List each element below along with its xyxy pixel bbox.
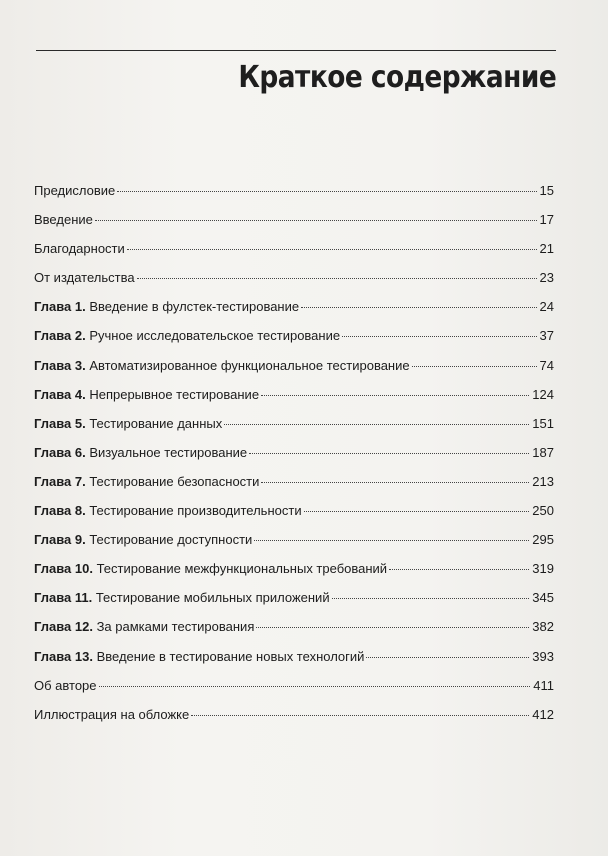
toc-page-number: 21 [539, 241, 554, 257]
toc-entry-label: Об авторе [34, 677, 97, 693]
toc-entry [34, 328, 554, 357]
toc-entry-title [34, 532, 252, 547]
toc-entry-title [34, 619, 254, 634]
toc-entry-title [34, 212, 93, 227]
toc-page-number: 17 [539, 212, 554, 228]
toc-entry [34, 387, 554, 416]
toc-page-number: 250 [532, 503, 554, 519]
toc-entry-label: Тестирование мобильных приложений [95, 590, 330, 606]
toc-entry [34, 241, 554, 270]
toc-entry-label: Тестирование безопасности [89, 473, 260, 489]
toc-entry [34, 299, 554, 328]
toc-dot-leader [389, 569, 529, 570]
toc-entry-title [34, 503, 302, 518]
toc-entry [34, 445, 554, 474]
toc-chapter-number: Глава 10. [34, 561, 97, 577]
toc-dot-leader [261, 482, 529, 483]
toc-chapter-number: Глава 12. [34, 619, 97, 635]
toc-entry-title [34, 416, 222, 431]
toc-entry-label: Тестирование производительности [89, 503, 302, 519]
toc-chapter-number: Глава 8. [34, 503, 90, 519]
toc-entry-label: Введение [34, 212, 93, 228]
toc-entry-label: Иллюстрация на обложке [34, 706, 190, 722]
toc-page-number: 187 [532, 444, 554, 460]
toc-entry [34, 678, 554, 707]
toc-page-number: 74 [539, 357, 554, 373]
toc-entry-label: Ручное исследовательское тестирование [89, 328, 341, 344]
toc-entry-label: Введение в фулстек-тестирование [89, 299, 300, 315]
toc-entry-label: За рамками тестирования [96, 619, 255, 635]
toc-chapter-number: Глава 3. [34, 357, 90, 373]
toc-dot-leader [254, 540, 529, 541]
toc-entry-title [34, 241, 125, 256]
toc-page-number: 412 [532, 706, 554, 722]
toc-entry-title [34, 387, 259, 402]
toc-chapter-number: Глава 4. [34, 386, 90, 402]
toc-entry-label: Благодарности [34, 241, 125, 257]
toc-page-number: 319 [532, 561, 554, 577]
toc-entry-title [34, 270, 135, 285]
toc-entry-label: Предисловие [34, 183, 116, 198]
toc-dot-leader [301, 307, 536, 308]
toc-dot-leader [412, 366, 537, 367]
toc-entry-title [34, 561, 387, 576]
toc-entry [34, 270, 554, 299]
toc-page-number: 151 [532, 415, 554, 431]
toc-page-number: 345 [532, 590, 554, 606]
toc-chapter-number: Глава 9. [34, 532, 90, 548]
toc-dot-leader [304, 511, 530, 512]
toc-dot-leader [95, 220, 537, 221]
toc-entry-title [34, 445, 247, 460]
toc-entry [34, 416, 554, 445]
toc-page-number: 24 [539, 299, 554, 315]
toc-entry-label: Тестирование доступности [89, 532, 253, 548]
toc-chapter-number: Глава 6. [34, 444, 90, 460]
toc-page-number: 124 [532, 386, 554, 402]
toc-dot-leader [366, 657, 529, 658]
toc-entry [34, 474, 554, 503]
toc-chapter-number: Глава 5. [34, 415, 90, 431]
table-of-contents [34, 183, 554, 736]
toc-page-number: 213 [532, 473, 554, 489]
toc-entry-title [34, 707, 189, 722]
toc-dot-leader [191, 715, 529, 716]
toc-chapter-number: Глава 13. [34, 648, 97, 664]
toc-dot-leader [137, 278, 537, 279]
toc-entry-label: От издательства [34, 270, 135, 286]
toc-entry-title [34, 590, 330, 605]
toc-entry [34, 561, 554, 590]
toc-dot-leader [99, 686, 531, 687]
toc-dot-leader [342, 336, 536, 337]
toc-entry [34, 590, 554, 619]
page-title: Краткое содержание [238, 60, 556, 95]
toc-page-number: 37 [539, 328, 554, 344]
toc-entry [34, 503, 554, 532]
toc-page-number: 382 [532, 619, 554, 635]
toc-entry-title [34, 358, 410, 373]
toc-dot-leader [127, 249, 537, 250]
toc-dot-leader [261, 395, 529, 396]
toc-dot-leader [117, 191, 536, 192]
toc-page-number: 411 [533, 677, 554, 693]
toc-entry [34, 649, 554, 678]
toc-entry [34, 532, 554, 561]
toc-entry [34, 212, 554, 241]
toc-entry-label: Автоматизированное функциональное тестирование [89, 357, 410, 373]
toc-entry-title [34, 678, 97, 693]
toc-entry [34, 619, 554, 648]
toc-entry [34, 707, 554, 736]
toc-page-number: 295 [532, 532, 554, 548]
toc-dot-leader [256, 627, 529, 628]
toc-chapter-number: Глава 2. [34, 328, 90, 344]
toc-entry [34, 358, 554, 387]
toc-dot-leader [249, 453, 529, 454]
toc-entry [34, 183, 554, 212]
toc-chapter-number: Глава 7. [34, 473, 90, 489]
toc-entry-label: Введение в тестирование новых технологий [96, 648, 365, 664]
toc-entry-label: Тестирование межфункциональных требований [96, 561, 388, 577]
toc-entry-label: Тестирование данных [89, 415, 223, 431]
toc-entry-label: Непрерывное тестирование [89, 386, 260, 402]
toc-entry-title [34, 474, 259, 489]
toc-page-number: 23 [539, 270, 554, 286]
toc-dot-leader [224, 424, 529, 425]
toc-page-number: 15 [539, 183, 554, 198]
toc-chapter-number: Глава 11. [34, 590, 96, 606]
toc-entry-title [34, 328, 340, 343]
toc-entry-title [34, 649, 364, 664]
header-rule [36, 50, 556, 51]
toc-entry-label: Визуальное тестирование [89, 444, 248, 460]
toc-entry-title [34, 183, 115, 198]
toc-page-number: 393 [532, 648, 554, 664]
toc-chapter-number: Глава 1. [34, 299, 90, 315]
toc-entry-title [34, 299, 299, 314]
toc-dot-leader [332, 598, 530, 599]
